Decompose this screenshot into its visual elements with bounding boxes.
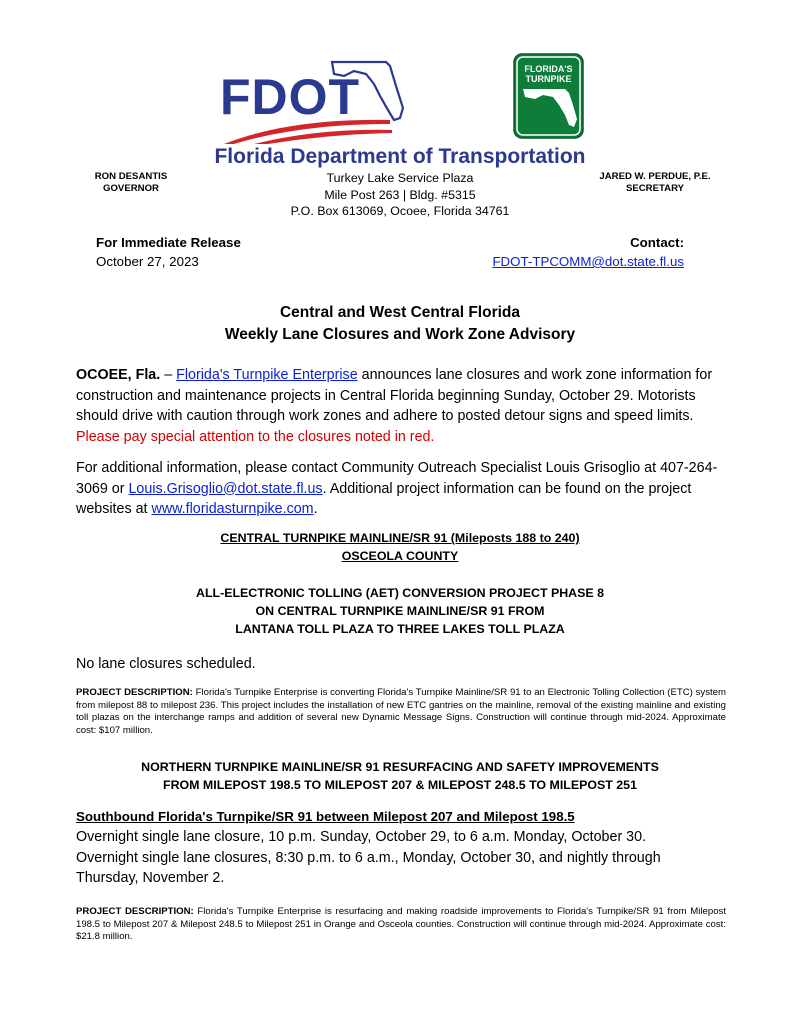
section1-no-closures: No lane closures scheduled. [76,656,256,672]
section1-project-line1: ALL-ELECTRONIC TOLLING (AET) CONVERSION PROJECT PHASE 8 [196,586,604,600]
turnpike-website-link[interactable]: www.floridasturnpike.com [151,501,314,517]
section2-project-line2: FROM MILEPOST 198.5 TO MILEPOST 207 & MILEPOST 248.5 TO MILEPOST 251 [163,778,637,792]
secretary-title: SECRETARY [625,183,685,194]
governor-title: GOVERNOR [103,183,159,194]
section1-project-line2: ON CENTRAL TURNPIKE MAINLINE/SR 91 FROM [255,604,545,618]
contact-text3: . [313,501,318,517]
secretary-name: JARED W. PERDUE, P.E. [599,171,711,182]
fdot-logo [220,56,410,144]
page-title [150,302,650,346]
contact-block [440,233,684,271]
section2-description [76,906,726,944]
address-line2: Mile Post 263 | Bldg. #5315 [324,187,476,202]
closure-item-2: Overnight single lane closures, 8:30 p.m. to 6 a.m., Monday, October 30, and nightly through Thursday, November 2. [76,849,661,886]
section1-heading-line2: OSCEOLA COUNTY [341,548,459,563]
release-block [96,233,346,271]
section1-heading [100,530,700,565]
dateline: OCOEE, Fla. [76,367,161,383]
dateline-dash: – [160,367,177,383]
turnpike-enterprise-link[interactable]: Florida's Turnpike Enterprise [176,367,358,383]
svg-text:FDOT: FDOT [220,69,361,125]
department-name: Florida Department of Transportation [214,145,586,168]
contact-text2: . Additional project information can be found on the project websites at [76,480,692,517]
contact-label: Contact: [630,235,684,250]
section2-closures [76,827,716,889]
release-date: October 27, 2023 [96,254,199,269]
governor-name: RON DESANTIS [94,171,168,182]
section2-desc-text: Florida's Turnpike Enterprise is resurfacing and making roadside improvements to Florida's Turnpike/SR 91 from Milepost 198.5 to Milepost 207 & Milepost 248.5 to Milepost 251 in Orange and Osceola counties. Construction will continue through mid-2024. Approximate cost: $21.8 million. [76,906,726,943]
grisoglio-email-link[interactable]: Louis.Grisoglio@dot.state.fl.us [128,480,323,497]
title-line1: Central and West Central Florida [279,304,520,321]
section1-desc-text: Florida's Turnpike Enterprise is converting Florida's Turnpike Mainline/SR 91 to an Electronic Tolling Collection (ETC) system from milepost 88 to milepost 236. This project includes the installation of new ETC gantries on the mainline, removal of the existing mainline and existing toll plazas on the interchange ramps and addition of several new Dynamic Message Signs. Construction will continue through mid-2024. Approximate cost: $107 million. [76,687,726,736]
address-line3: P.O. Box 613069, Ocoee, Florida 34761 [290,204,510,218]
contact-email-link[interactable]: FDOT-TPCOMM@dot.state.fl.us [492,254,684,269]
section2-project-line1: NORTHERN TURNPIKE MAINLINE/SR 91 RESURFACING AND SAFETY IMPROVEMENTS [141,760,659,774]
turnpike-logo [513,53,584,139]
title-line2: Weekly Lane Closures and Work Zone Advisory [224,326,576,343]
closure-item-1: Overnight single lane closure, 10 p.m. Sunday, October 29, to 6 a.m. Monday, October 30. [76,829,647,845]
section1-project-title [80,584,720,638]
address-block [260,170,540,220]
release-label: For Immediate Release [96,235,241,250]
contact-paragraph [76,458,728,520]
section1-project-line3: LANTANA TOLL PLAZA TO THREE LAKES TOLL PLAZA [235,622,565,636]
address-line1: Turkey Lake Service Plaza [326,171,474,185]
section2-desc-label: PROJECT DESCRIPTION: [76,906,194,917]
contact-text1: For additional information, please contact Community Outreach Specialist Louis Grisoglio at 407-264-3069 or [76,460,718,497]
section1-desc-label: PROJECT DESCRIPTION: [76,687,193,698]
turnpike-logo-line2: TURNPIKE [525,74,572,84]
secretary-block [585,171,725,195]
red-note: Please pay special attention to the closures noted in red. [76,428,435,445]
section2-project-title [60,758,740,794]
intro-text: announces lane closures and work zone information for construction and maintenance projects in Central Florida beginning Sunday, October 29. Motorists should drive with caution through work zones and adhere to posted detour signs and speed limits. [76,367,713,424]
governor-block [76,171,186,195]
intro-paragraph [76,365,728,447]
turnpike-logo-line1: FLORIDA'S [524,64,573,74]
section1-heading-line1: CENTRAL TURNPIKE MAINLINE/SR 91 (Mileposts 188 to 240) [220,531,580,545]
section1-description [76,687,726,737]
section2-subheading: Southbound Florida's Turnpike/SR 91 between Milepost 207 and Milepost 198.5 [76,809,575,824]
